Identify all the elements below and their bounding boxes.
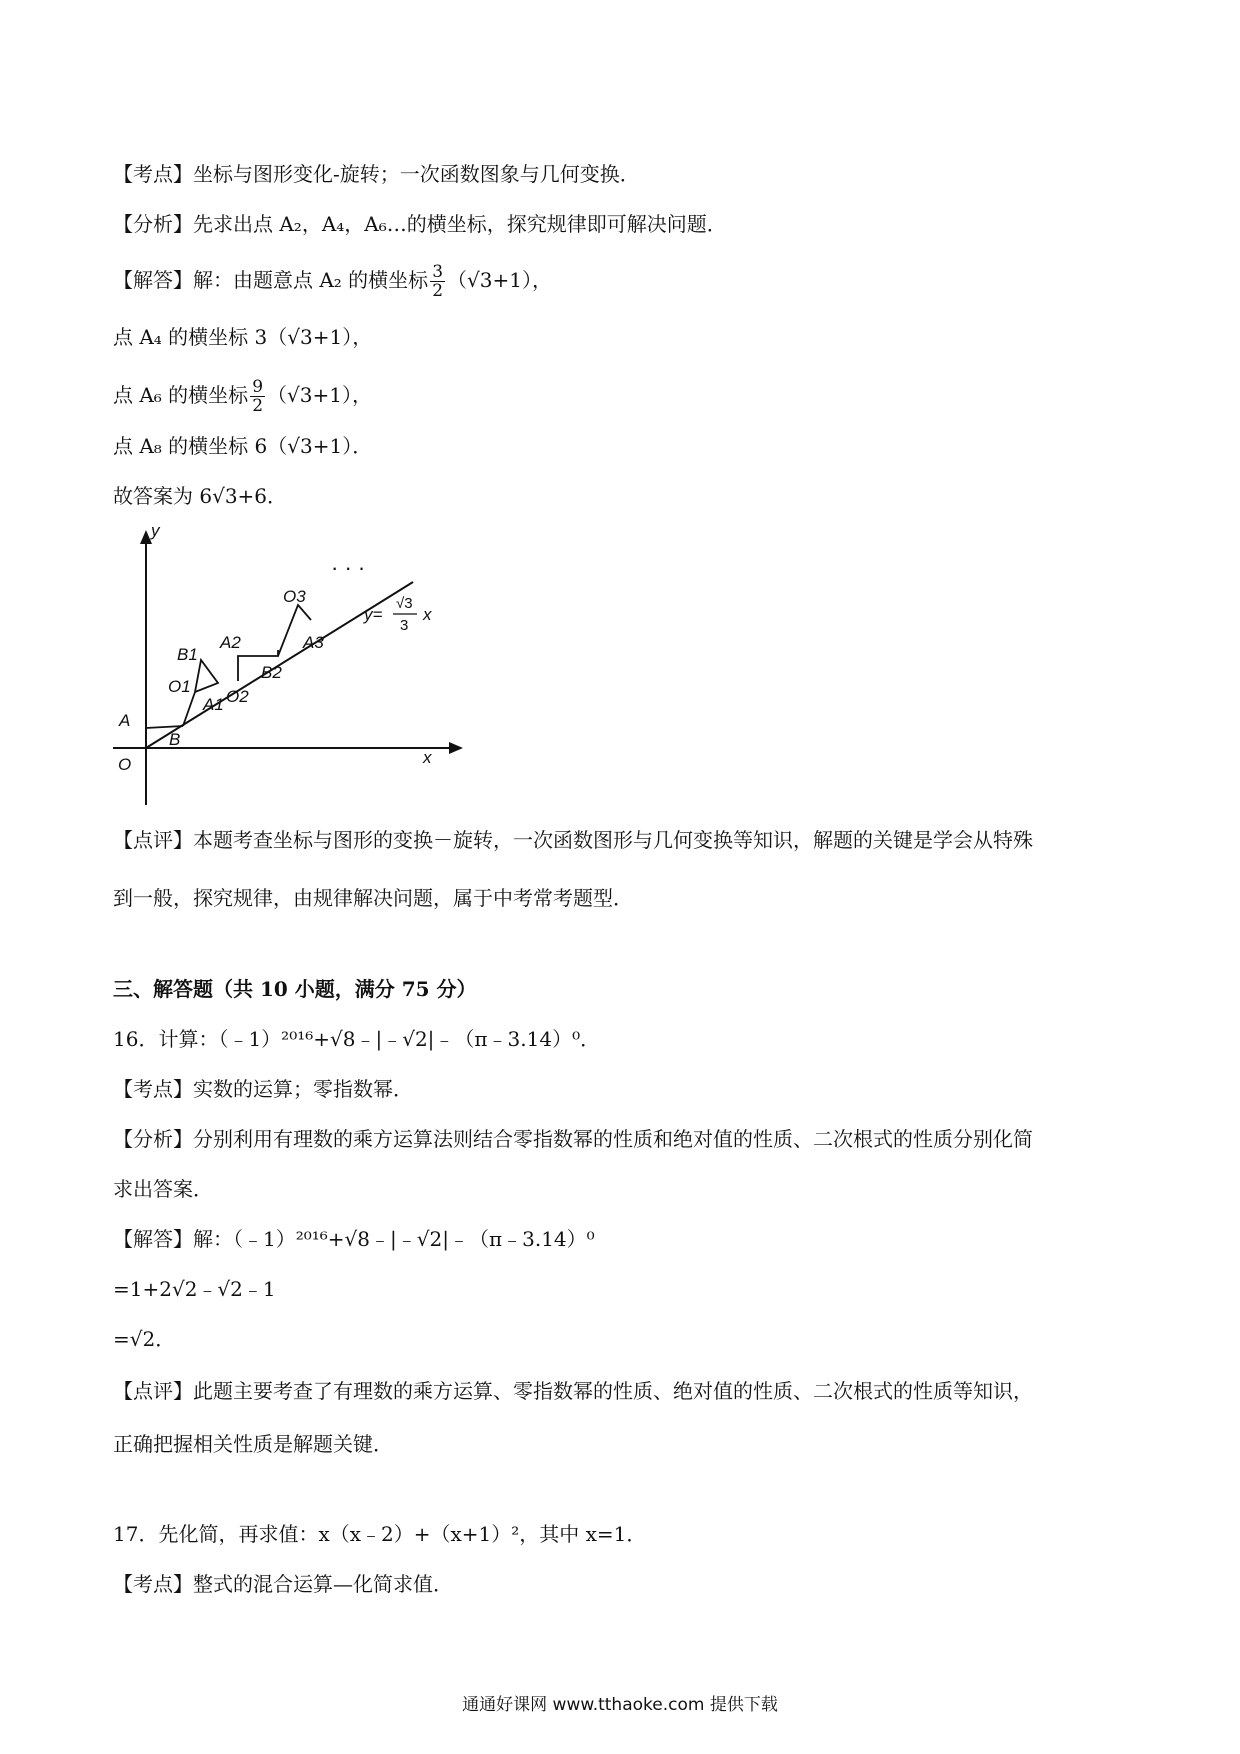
q15-kaodian: 【考点】坐标与图形变化-旋转；一次函数图象与几何变换． xyxy=(113,162,640,186)
fraction-numerator: 3 xyxy=(432,262,444,282)
fraction-denominator: 2 xyxy=(252,396,264,416)
point-o3-label: O3 xyxy=(283,587,306,606)
q16-kaodian: 【考点】实数的运算；零指数幂． xyxy=(113,1077,413,1101)
q17-question: 17．先化简，再求值：x（x﹣2）+（x+1）²，其中 x=1． xyxy=(113,1522,647,1546)
q15-a6-suffix: （√3+1）， xyxy=(267,383,372,407)
point-b2-label: B2 xyxy=(261,663,282,682)
q15-a8: 点 A₈ 的横坐标 6（√3+1）． xyxy=(113,434,373,458)
fraction xyxy=(430,263,445,300)
point-b-label: B xyxy=(169,730,181,749)
q15-dianping-2: 到一般，探究规律，由规律解决问题，属于中考常考题型． xyxy=(113,886,633,910)
q16-jieda: 【解答】解：（﹣1）²⁰¹⁶+√8﹣|﹣√2|﹣（π﹣3.14）⁰ xyxy=(113,1227,595,1251)
q15-jieda xyxy=(113,263,552,300)
q16-fenxi-1: 【分析】分别利用有理数的乘方运算法则结合零指数幂的性质和绝对值的性质、二次根式的性质分别化简 xyxy=(113,1127,1033,1151)
q15-jieda-suffix: （√3+1）， xyxy=(447,268,552,292)
q16-step1: =1+2√2﹣√2﹣1 xyxy=(113,1277,276,1301)
q15-jieda-prefix: 【解答】解：由题意点 A₂ 的横坐标 xyxy=(113,268,429,292)
line-equation-label: y= xyxy=(364,605,383,624)
point-o1-label: O1 xyxy=(168,677,191,696)
continuation-dots: · · · xyxy=(331,555,366,580)
fraction-denominator: 2 xyxy=(432,281,444,301)
q16-fenxi-2: 求出答案． xyxy=(113,1177,213,1201)
q16-question: 16．计算：（﹣1）²⁰¹⁶+√8﹣|﹣√2|﹣（π﹣3.14）⁰． xyxy=(113,1027,601,1051)
line-equation-numerator: √3 xyxy=(396,595,413,612)
q15-a6-prefix: 点 A₆ 的横坐标 xyxy=(113,383,249,407)
origin-label: O xyxy=(118,755,132,774)
q17-kaodian: 【考点】整式的混合运算—化简求值． xyxy=(113,1572,453,1596)
q15-a4: 点 A₄ 的横坐标 3（√3+1）， xyxy=(113,325,373,349)
x-axis-arrow xyxy=(449,742,463,754)
fraction-numerator: 9 xyxy=(252,377,264,397)
page-footer: 通通好课网 www.tthaoke.com 提供下载 xyxy=(462,1695,778,1715)
point-b1-label: B1 xyxy=(177,645,198,664)
point-a-label: A xyxy=(119,711,131,730)
line-equation-var: x xyxy=(423,605,432,624)
point-a1-label: A1 xyxy=(203,695,224,714)
fraction xyxy=(250,378,265,415)
q16-dianping-1: 【点评】此题主要考查了有理数的乘方运算、零指数幂的性质、绝对值的性质、二次根式的性质等知识， xyxy=(113,1379,1033,1403)
line-equation-denominator: 3 xyxy=(400,617,409,634)
q15-dianping-1: 【点评】本题考查坐标与图形的变换－旋转，一次函数图形与几何变换等知识，解题的关键是学会从特殊 xyxy=(113,828,1033,852)
q16-step2: =√2． xyxy=(113,1327,176,1351)
x-axis-label: x xyxy=(423,748,432,767)
point-o2-label: O2 xyxy=(226,687,249,706)
y-axis-label: y xyxy=(151,521,160,540)
rotation-figure xyxy=(113,520,493,820)
section-title: 三、解答题（共 10 小题，满分 75 分） xyxy=(113,977,477,1001)
q15-fenxi: 【分析】先求出点 A₂，A₄，A₆…的横坐标，探究规律即可解决问题． xyxy=(113,212,727,236)
point-a2-label: A2 xyxy=(220,633,241,652)
q15-a6 xyxy=(113,378,372,415)
q15-answer: 故答案为 6√3+6． xyxy=(113,484,288,508)
q16-dianping-2: 正确把握相关性质是解题关键． xyxy=(113,1432,393,1456)
point-a3-label: A3 xyxy=(303,633,324,652)
